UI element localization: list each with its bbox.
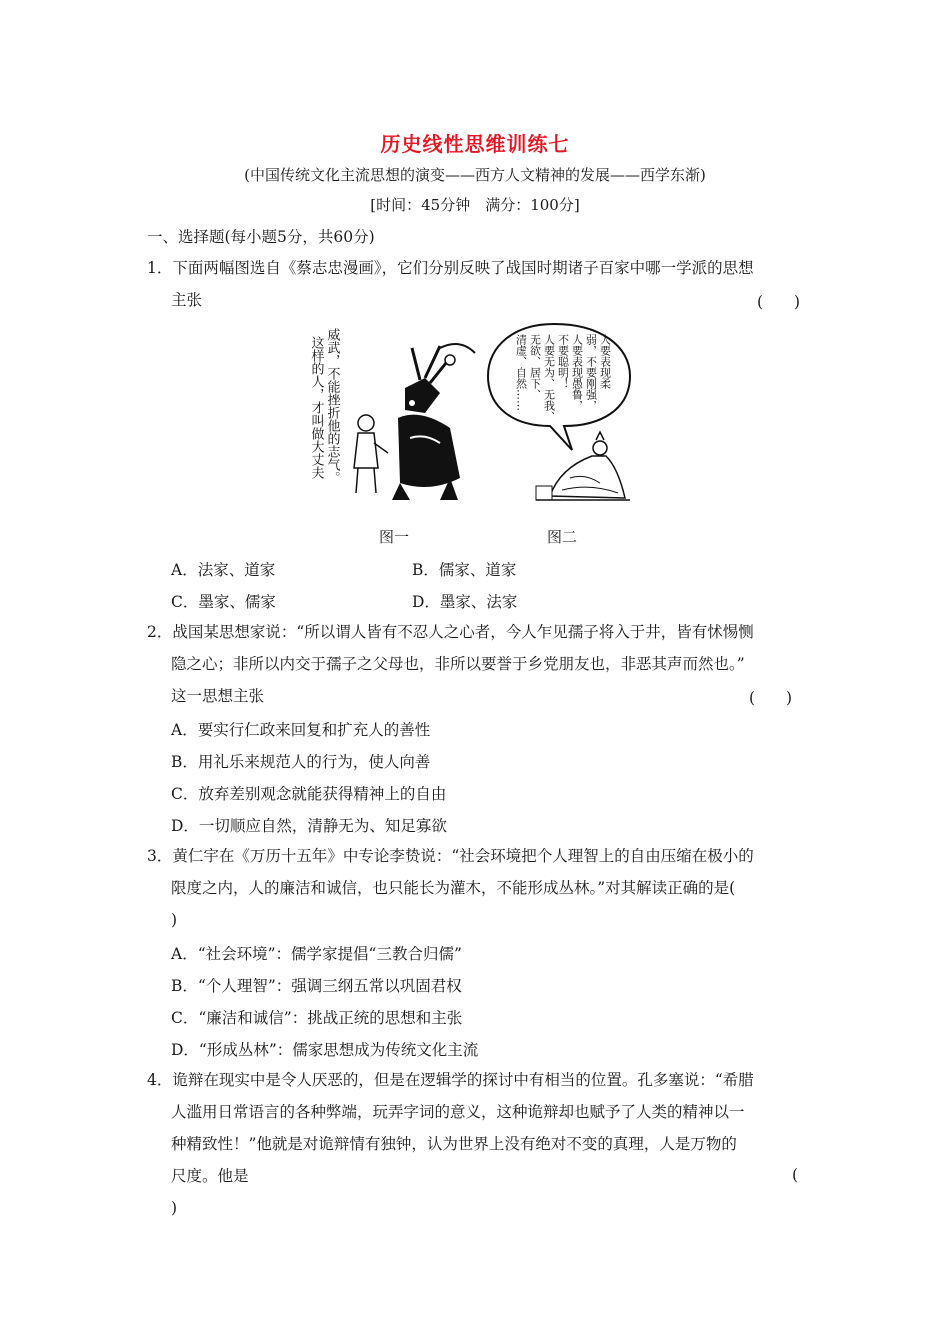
fig1-warrior-figure [392, 344, 475, 500]
bubble-col4: 不要聪明！ [556, 334, 570, 389]
bubble-col2: 弱，不要刚强， [584, 334, 598, 411]
q1-option-b[interactable]: B．儒家、道家 [412, 561, 517, 579]
q2-option-d[interactable]: D．一切顺应自然，清静无为、知足寡欲 [171, 817, 447, 835]
q3-option-d[interactable]: D．“形成丛林”：儒家思想成为传统文化主流 [171, 1041, 479, 1059]
bubble-col3: 人要表现愚鲁， [570, 334, 584, 411]
q3-option-b[interactable]: B．“个人理智”：强调三纲五常以巩固君权 [171, 977, 462, 995]
fig1-text-col2: 这样的人，才叫做大丈夫 [308, 336, 324, 479]
q4-line1: 4．诡辩在现实中是令人厌恶的，但是在逻辑学的探讨中有相当的位置。孔多塞说：“希腊 [147, 1071, 754, 1089]
bubble-col6: 无欲、居下、 [528, 334, 542, 400]
q3-line3: ) [171, 911, 178, 929]
caption-figure-2: 图二 [547, 528, 578, 546]
exam-timing: [时间：45分钟 满分：100分] [370, 196, 580, 214]
q1-answer-blank: ( ) [757, 293, 801, 311]
q4-line5: ) [171, 1199, 178, 1217]
q2-line2: 隐之心；非所以内交于孺子之父母也，非所以要誉于乡党朋友也，非恶其声而然也。” [171, 655, 745, 673]
q2-option-b[interactable]: B．用礼乐来规范人的行为，使人向善 [171, 753, 431, 771]
q2-option-c[interactable]: C．放弃差别观念就能获得精神上的自由 [171, 785, 447, 803]
page-subtitle: (中国传统文化主流思想的演变——西方人文精神的发展——西学东渐) [244, 166, 706, 184]
q2-line3: 这一思想主张 [171, 687, 265, 705]
q3-line2: 限度之内，人的廉洁和诚信，也只能长为灌木，不能形成丛林。”对其解读正确的是( [171, 879, 736, 897]
bubble-col7: 清虚、自然…… [514, 334, 528, 411]
q3-option-a[interactable]: A．“社会环境”：儒学家提倡“三教合归儒” [171, 945, 462, 963]
q4-line2: 人滥用日常语言的各种弊端，玩弄字词的意义，这种诡辩却也赋予了人类的精神以一 [171, 1103, 745, 1121]
section-heading: 一、选择题(每小题5分，共60分) [147, 228, 375, 246]
q4-answer-blank: ( [792, 1166, 799, 1184]
bubble-col5: 人要无为、无我、 [542, 334, 556, 422]
q1-line2: 主张 [171, 291, 203, 309]
q3-line1: 3．黄仁宇在《万历十五年》中专论李贽说：“社会环境把个人理智上的自由压缩在极小的 [147, 847, 754, 865]
q1-option-d[interactable]: D．墨家、法家 [412, 593, 518, 611]
q1-option-c[interactable]: C．墨家、儒家 [171, 593, 276, 611]
page-title: 历史线性思维训练七 [380, 132, 570, 156]
q4-line4: 尺度。他是 [171, 1167, 249, 1185]
bubble-col1: 人要表现柔 [598, 334, 612, 389]
q1-line1: 1．下面两幅图选自《蔡志忠漫画》，它们分别反映了战国时期诸子百家中哪一学派的思想 [147, 259, 754, 277]
fig2-sage-figure [536, 432, 630, 500]
fig1-text-col1: 威武，不能挫折他的志气。 [324, 328, 340, 484]
q4-line3: 种精致性！”他就是对诡辩情有独钟，认为世界上没有绝对不变的真理，人是万物的 [171, 1135, 737, 1153]
q1-cartoon-figure [300, 318, 638, 510]
q2-line1: 2．战国某思想家说：“所以谓人皆有不忍人之心者，今人乍见孺子将入于井，皆有怵惕恻 [147, 623, 754, 641]
q2-answer-blank: ( ) [749, 689, 793, 707]
q1-option-a[interactable]: A．法家、道家 [171, 561, 276, 579]
q2-option-a[interactable]: A．要实行仁政来回复和扩充人的善性 [171, 721, 431, 739]
q3-option-c[interactable]: C．“廉洁和诚信”：挑战正统的思想和主张 [171, 1009, 463, 1027]
fig1-small-figure [354, 415, 388, 493]
caption-figure-1: 图一 [379, 528, 410, 546]
